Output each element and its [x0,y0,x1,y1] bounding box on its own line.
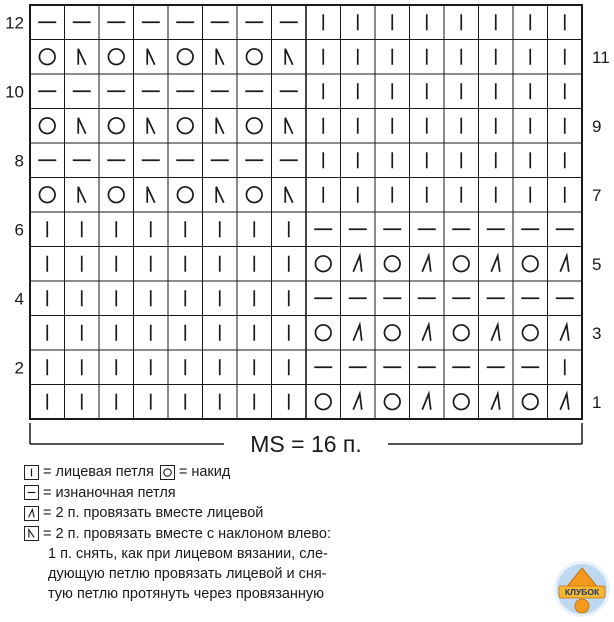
knit-symbol-icon [24,465,39,480]
stitch-k2tog-r1-c10 [353,394,362,410]
stitch-k2tog-left-r11-c6 [216,49,224,65]
stitch-k2tog-left-r11-c4 [147,49,155,65]
stitch-k2tog-left-r7-c2 [78,187,86,203]
stitch-yo-r7-c1 [39,187,55,203]
stitch-yo-r3-c11 [384,325,400,341]
stitch-yo-r9-c7 [246,118,262,134]
stitch-k2tog-r5-c10 [353,256,362,272]
stitch-yo-r5-c13 [453,256,469,272]
row-label-left: 2 [14,358,24,378]
stitch-yo-r9-c1 [39,118,55,134]
k2tog-left-symbol-icon [24,526,39,541]
klubok-logo [553,560,611,618]
row-label-right: 7 [592,185,602,205]
legend-row-purl [24,483,564,504]
stitch-k2tog-left-r9-c8 [285,118,293,134]
stitch-k2tog-left-r7-c4 [147,187,155,203]
stitch-yo-r1-c9 [315,394,331,410]
stitch-k2tog-left-r7-c8 [285,187,293,203]
legend-purl-text: = изнаночная петля [43,484,176,501]
legend-row-k2tog-left [24,524,564,545]
legend-knit-text: = лицевая петля [43,464,154,481]
stitch-yo-r1-c13 [453,394,469,410]
legend-desc-line-1: 1 п. снять, как при лицевом вязании, сле- [48,546,328,562]
legend-row-knit-yo [24,462,564,483]
chart-grid [30,5,582,419]
stitch-yo-r11-c3 [108,49,124,65]
row-label-left: 6 [14,220,24,240]
row-label-left: 8 [14,151,24,171]
stitch-k2tog-r3-c14 [491,325,500,341]
stitch-k2tog-left-r7-c6 [216,187,224,203]
stitch-k2tog-r5-c12 [422,256,431,272]
stitch-yo-r3-c9 [315,325,331,341]
stitch-yo-r11-c7 [246,49,262,65]
stitch-k2tog-r3-c12 [422,325,431,341]
row-label-left: 4 [14,289,24,309]
row-label-left: 10 [5,82,24,102]
stitch-yo-r7-c3 [108,187,124,203]
stitch-yo-r11-c1 [39,49,55,65]
stitch-yo-r9-c3 [108,118,124,134]
row-label-right: 1 [592,392,602,412]
stitch-yo-r9-c5 [177,118,193,134]
stitch-k2tog-r1-c16 [560,394,569,410]
legend-desc-line-3: тую петлю протянуть через провязанную [48,586,325,602]
stitch-k2tog-r1-c12 [422,394,431,410]
stitch-yo-r5-c11 [384,256,400,272]
legend [24,462,564,604]
stitch-yo-r11-c5 [177,49,193,65]
stitch-k2tog-r1-c14 [491,394,500,410]
stitch-yo-r3-c13 [453,325,469,341]
stitch-k2tog-r3-c10 [353,325,362,341]
stitch-yo-r3-c15 [522,325,538,341]
stitch-yo-r5-c9 [315,256,331,272]
stitch-k2tog-left-r9-c6 [216,118,224,134]
purl-symbol-icon [24,485,39,500]
row-label-right: 11 [592,47,610,67]
stitch-yo-r5-c15 [522,256,538,272]
repeat-indicator [30,423,582,457]
repeat-label: MS = 16 п. [250,431,362,457]
yarn-over-symbol-icon [160,465,175,480]
k2tog-symbol-icon [24,506,39,521]
legend-k2tog-text: = 2 п. провязать вместе лицевой [43,505,264,522]
legend-row-k2tog [24,503,564,524]
stitch-k2tog-left-r9-c2 [78,118,86,134]
row-label-right: 3 [592,323,602,343]
row-label-right: 9 [592,116,602,136]
legend-desc-line-2: дующую петлю провязать лицевой и сня- [48,566,327,582]
legend-k2tog-left-text: = 2 п. провязать вместе с наклоном влево: [43,525,332,542]
stitch-yo-r1-c15 [522,394,538,410]
logo-text: КЛУБОК [564,587,600,597]
stitch-yo-r1-c11 [384,394,400,410]
row-label-left: 12 [5,13,24,33]
stitch-k2tog-left-r11-c2 [78,49,86,65]
stitch-k2tog-r5-c16 [560,256,569,272]
stitch-k2tog-r5-c14 [491,256,500,272]
stitch-k2tog-left-r11-c8 [285,49,293,65]
stitch-yo-r7-c5 [177,187,193,203]
stitch-k2tog-left-r9-c4 [147,118,155,134]
row-label-right: 5 [592,254,602,274]
stitch-yo-r7-c7 [246,187,262,203]
legend-yo-text: = накид [178,464,231,481]
stitch-k2tog-r3-c16 [560,325,569,341]
